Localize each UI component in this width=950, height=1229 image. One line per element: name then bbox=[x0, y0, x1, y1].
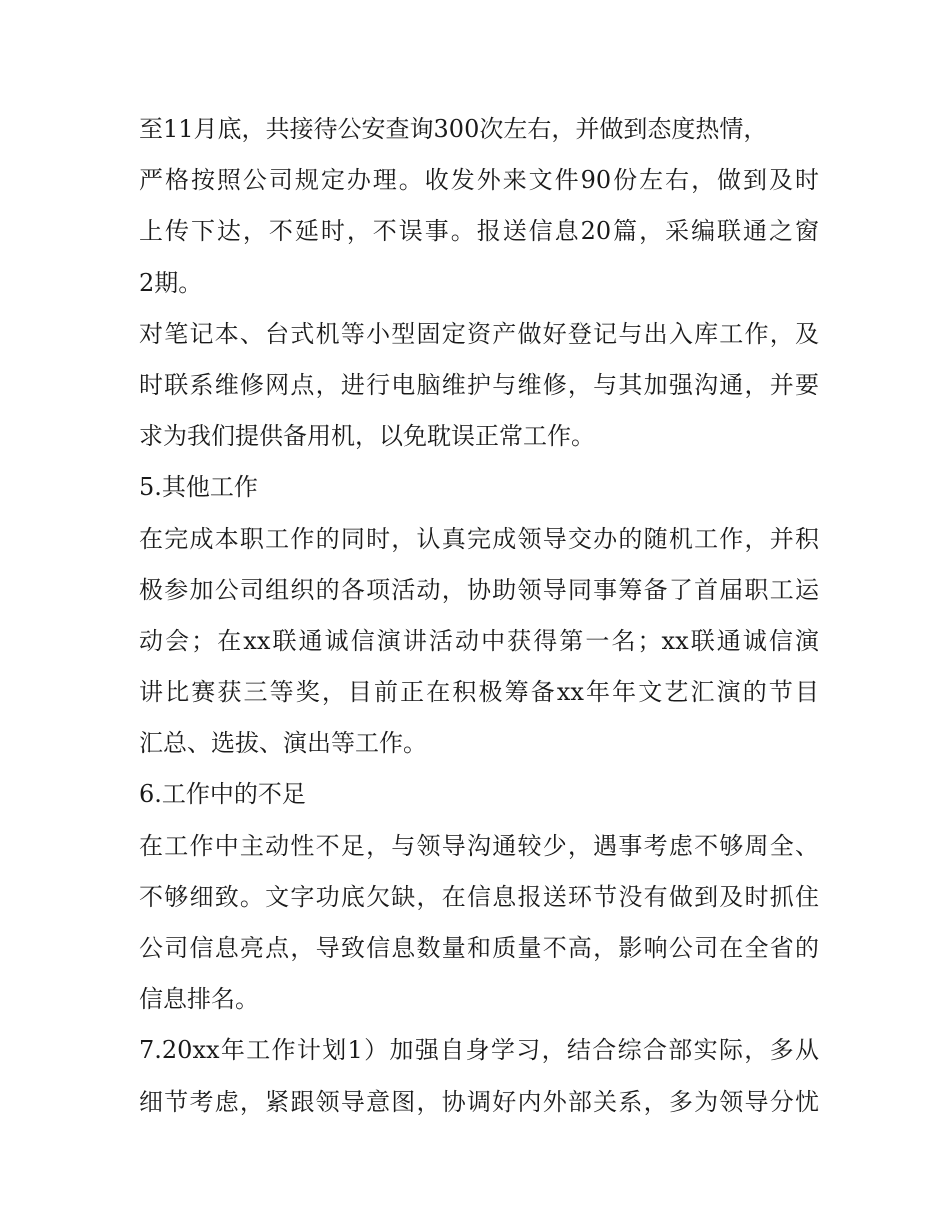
text-line: 讲比赛获三等奖，目前正在积极筹备xx年年文艺汇演的节目 bbox=[139, 678, 819, 707]
text-line: 不够细致。文字功底欠缺，在信息报送环节没有做到及时抓住 bbox=[139, 882, 819, 911]
text-line: 上传下达，不延时，不误事。报送信息20篇，采编联通之窗 bbox=[139, 217, 819, 246]
text-line: 极参加公司组织的各项活动，协助领导同事筹备了首届职工运 bbox=[139, 575, 819, 604]
text-line: 在工作中主动性不足，与领导沟通较少，遇事考虑不够周全、 bbox=[139, 831, 819, 860]
text-line: 公司信息亮点，导致信息数量和质量不高，影响公司在全省的 bbox=[139, 934, 819, 962]
document-body bbox=[139, 104, 819, 1128]
text-line: 2期。 bbox=[139, 268, 203, 297]
text-line: 时联系维修网点，进行电脑维护与维修，与其加强沟通，并要 bbox=[139, 370, 819, 399]
text-line: 在完成本职工作的同时，认真完成领导交办的随机工作，并积 bbox=[139, 524, 819, 553]
text-line: 对笔记本、台式机等小型固定资产做好登记与出入库工作，及 bbox=[139, 319, 819, 348]
section-heading: 5.其他工作 bbox=[139, 473, 258, 502]
text-line: 求为我们提供备用机，以免耽误正常工作。 bbox=[139, 422, 595, 451]
section-heading: 7.20xx年工作计划1）加强自身学习，结合综合部实际，多从 bbox=[139, 1036, 819, 1065]
text-line: 严格按照公司规定办理。收发外来文件90份左右，做到及时 bbox=[139, 166, 819, 195]
text-line: 至11月底，共接待公安查询300次左右，并做到态度热情， bbox=[139, 115, 768, 143]
text-line: 细节考虑，紧跟领导意图，协调好内外部关系，多为领导分忧 bbox=[139, 1087, 819, 1116]
text-line: 信息排名。 bbox=[139, 985, 259, 1014]
section-heading: 6.工作中的不足 bbox=[139, 780, 306, 809]
text-line: 动会；在xx联通诚信演讲活动中获得第一名；xx联通诚信演 bbox=[139, 626, 819, 655]
text-line: 汇总、选拔、演出等工作。 bbox=[139, 729, 427, 758]
